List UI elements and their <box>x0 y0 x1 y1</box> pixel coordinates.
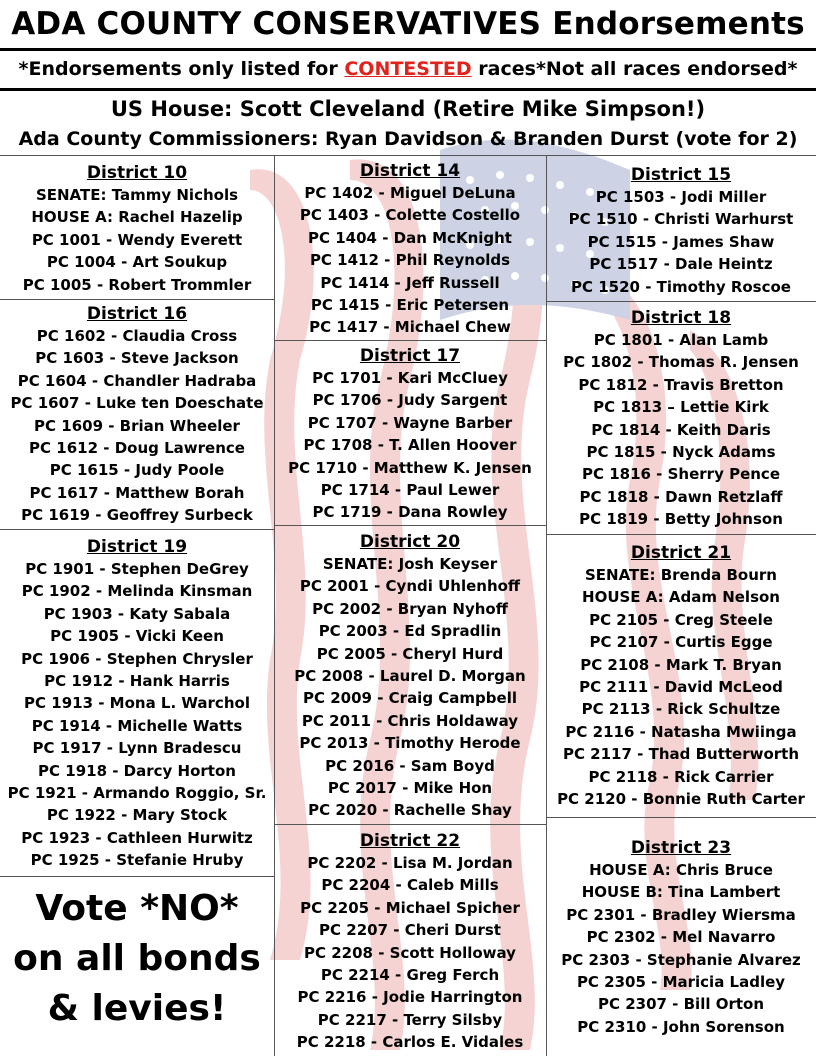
endorsement-row: PC 1905 - Vicki Keen <box>50 627 224 646</box>
endorsement-row: PC 2217 - Terry Silsby <box>317 1010 503 1029</box>
endorsement-row: PC 2008 - Laurel D. Morgan <box>294 667 526 686</box>
endorsement-row: PC 2108 - Mark T. Bryan <box>580 655 782 674</box>
endorsement-row: PC 1917 - Lynn Bradescu <box>32 739 242 758</box>
endorsement-row: PC 1609 - Brian Wheeler <box>34 416 240 435</box>
divider-d20-d22 <box>274 824 546 825</box>
divider-d14-d17 <box>274 340 546 341</box>
endorsement-row: PC 1517 - Dale Heintz <box>589 255 773 274</box>
endorsement-row: PC 1403 - Colette Costello <box>299 206 521 225</box>
endorsement-row: HOUSE A: Chris Bruce <box>589 861 773 879</box>
endorsement-row: PC 2105 - Creg Steele <box>589 610 773 629</box>
commissioners-endorsement: Ada County Commissioners: Ryan Davidson & Branden Durst (vote for 2) <box>18 128 798 150</box>
district-19-block <box>0 536 274 872</box>
note-text-before: *Endorsements only listed for <box>18 58 345 80</box>
endorsement-row: PC 1913 - Mona L. Warchol <box>24 694 250 713</box>
endorsement-row: PC 1818 - Dawn Retzlaff <box>579 487 783 506</box>
endorsement-row: PC 1005 - Robert Trommler <box>22 275 252 294</box>
district-23-block <box>546 837 816 1038</box>
endorsement-row: PC 1901 - Stephen DeGrey <box>25 560 249 578</box>
endorsement-row: PC 1404 - Dan McKnight <box>308 228 512 247</box>
district-16-block <box>0 303 274 527</box>
endorsement-row: PC 1004 - Art Soukup <box>46 253 228 272</box>
endorsement-row: PC 2118 - Rick Carrier <box>588 767 774 786</box>
endorsement-row: PC 2009 - Craig Campbell <box>303 689 517 708</box>
district-heading: District 19 <box>86 537 188 557</box>
vote-line: & levies! <box>47 988 227 1029</box>
endorsement-row: PC 2307 - Bill Orton <box>597 995 765 1014</box>
endorsement-row: PC 1802 - Thomas R. Jensen <box>563 353 799 372</box>
endorsement-row: PC 2017 - Mike Hon <box>327 779 493 798</box>
endorsement-row: HOUSE A: Adam Nelson <box>582 588 780 607</box>
district-heading: District 14 <box>359 161 461 181</box>
grid-top-line <box>0 155 816 156</box>
endorsement-row: PC 2302 - Mel Navarro <box>586 928 776 947</box>
endorsement-note <box>0 58 816 80</box>
endorsement-row: PC 1912 - Hank Harris <box>44 672 230 691</box>
endorsement-row: PC 1602 - Claudia Cross <box>36 327 238 345</box>
endorsement-row: PC 1603 - Steve Jackson <box>35 349 239 368</box>
endorsement-row: PC 1706 - Judy Sargent <box>312 391 508 410</box>
district-15-block <box>546 164 816 298</box>
divider-d10-d16 <box>0 299 274 300</box>
endorsement-row: PC 2116 - Natasha Mwiinga <box>565 722 797 741</box>
district-heading: District 10 <box>86 163 188 183</box>
divider-d21-d23 <box>546 817 816 818</box>
endorsement-row: PC 1615 - Judy Poole <box>49 461 225 480</box>
endorsement-row: PC 2214 - Greg Ferch <box>320 966 500 985</box>
endorsement-row: PC 2303 - Stephanie Alvarez <box>561 950 801 969</box>
endorsement-row: PC 1707 - Wayne Barber <box>307 413 513 432</box>
endorsement-row: SENATE: Tammy Nichols <box>35 186 239 204</box>
endorsement-row: PC 1617 - Matthew Borah <box>29 483 245 502</box>
endorsement-row: PC 2011 - Chris Holdaway <box>301 711 519 730</box>
endorsement-row: PC 1510 - Christi Warhurst <box>568 210 794 229</box>
title-rule <box>0 48 816 51</box>
endorsement-row: PC 1906 - Stephen Chrysler <box>21 649 253 668</box>
endorsement-row: PC 1814 - Keith Daris <box>591 420 771 439</box>
endorsement-row: PC 1515 - James Shaw <box>587 232 775 251</box>
district-heading: District 16 <box>86 304 188 324</box>
divider-d18-d21 <box>546 534 816 535</box>
endorsement-row: PC 1414 - Jeff Russell <box>320 273 500 292</box>
endorsement-row: PC 1415 - Eric Petersen <box>310 296 510 315</box>
endorsement-row: PC 1902 - Melinda Kinsman <box>21 582 253 601</box>
endorsement-row: PC 2005 - Cheryl Hurd <box>316 644 504 663</box>
district-20-block <box>274 531 546 822</box>
endorsement-row: PC 2001 - Cyndi Uhlenhoff <box>299 577 521 596</box>
endorsement-row: SENATE: Brenda Bourn <box>584 566 777 584</box>
endorsement-row: PC 2218 - Carlos E. Vidales <box>296 1033 524 1052</box>
endorsement-row: PC 2301 - Bradley Wiersma <box>566 905 796 924</box>
district-10-block <box>0 162 274 296</box>
district-heading: District 17 <box>359 346 461 366</box>
page-title: ADA COUNTY CONSERVATIVES Endorsements <box>11 6 805 42</box>
endorsement-row: PC 1520 - Timothy Roscoe <box>571 277 791 296</box>
endorsement-row: PC 2202 - Lisa M. Jordan <box>307 854 513 872</box>
vote-no-message <box>0 884 274 1034</box>
divider-d16-d19 <box>0 529 274 530</box>
endorsement-row: PC 2016 - Sam Boyd <box>325 756 495 775</box>
endorsement-row: PC 1918 - Darcy Horton <box>38 761 236 780</box>
district-heading: District 22 <box>359 831 461 851</box>
divider-d19-vote <box>0 876 274 877</box>
endorsement-row: PC 1708 - T. Allen Hoover <box>303 436 517 455</box>
endorsement-row: PC 1710 - Matthew K. Jensen <box>288 458 532 477</box>
endorsement-row: PC 2113 - Rick Schultze <box>581 700 781 719</box>
endorsement-row: PC 1812 - Travis Bretton <box>578 375 784 394</box>
endorsement-row: PC 1923 - Cathleen Hurwitz <box>21 828 253 847</box>
endorsement-row: PC 1412 - Phil Reynolds <box>309 251 511 270</box>
district-heading: District 18 <box>630 308 732 328</box>
endorsement-row: PC 2013 - Timothy Herode <box>299 734 521 753</box>
district-heading: District 20 <box>359 532 461 552</box>
divider-d15-d18 <box>546 301 816 302</box>
vote-line: Vote *NO* <box>35 888 239 929</box>
district-14-block <box>274 160 546 339</box>
district-heading: District 15 <box>630 165 732 185</box>
endorsement-row: PC 2117 - Thad Butterworth <box>562 745 800 764</box>
endorsement-row: PC 2020 - Rachelle Shay <box>308 801 512 820</box>
endorsement-row: PC 2205 - Michael Spicher <box>300 898 520 917</box>
endorsement-row: PC 1001 - Wendy Everett <box>31 230 243 249</box>
endorsement-row: PC 1922 - Mary Stock <box>46 806 228 825</box>
district-21-block <box>546 542 816 810</box>
endorsement-row: PC 1819 - Betty Johnson <box>579 510 783 529</box>
endorsement-row: PC 1925 - Stefanie Hruby <box>30 851 244 870</box>
district-heading: District 21 <box>630 543 732 563</box>
endorsement-row: PC 2208 - Scott Holloway <box>304 943 516 962</box>
endorsement-row: PC 1921 - Armando Roggio, Sr. <box>7 784 267 803</box>
us-house-endorsement: US House: Scott Cleveland (Retire Mike Simpson!) <box>110 97 706 121</box>
endorsement-row: PC 1607 - Luke ten Doeschate <box>10 394 264 413</box>
endorsement-row: PC 1903 - Katy Sabala <box>43 604 231 623</box>
endorsement-row: PC 2204 - Caleb Mills <box>321 876 499 895</box>
divider-d17-d20 <box>274 525 546 526</box>
note-text-after: races*Not all races endorsed* <box>471 58 798 80</box>
note-rule <box>0 88 816 91</box>
endorsement-row: PC 1701 - Kari McCluey <box>312 369 508 387</box>
district-17-block <box>274 345 546 524</box>
endorsement-row: PC 2003 - Ed Spradlin <box>318 622 502 641</box>
district-18-block <box>546 307 816 531</box>
endorsement-row: PC 1714 - Paul Lewer <box>320 481 500 500</box>
endorsement-row: PC 1815 - Nyck Adams <box>586 443 776 462</box>
endorsement-row: PC 2310 - John Sorenson <box>577 1017 785 1036</box>
endorsement-row: PC 1801 - Alan Lamb <box>593 331 769 349</box>
endorsement-row: PC 1402 - Miguel DeLuna <box>304 184 516 202</box>
endorsement-row: PC 1813 – Lettie Kirk <box>593 398 769 417</box>
district-22-block <box>274 830 546 1054</box>
endorsement-row: PC 1604 - Chandler Hadraba <box>17 371 257 390</box>
endorsement-row: PC 1619 - Geoffrey Surbeck <box>21 506 253 525</box>
endorsement-row: PC 1719 - Dana Rowley <box>312 503 508 522</box>
endorsement-row: PC 1503 - Jodi Miller <box>595 188 767 206</box>
endorsement-row: PC 1417 - Michael Chew <box>309 318 511 337</box>
district-heading: District 23 <box>630 838 732 858</box>
endorsement-row: PC 2305 - Maricia Ladley <box>576 973 786 992</box>
endorsement-row: SENATE: Josh Keyser <box>322 555 498 573</box>
endorsement-row: PC 1612 - Doug Lawrence <box>29 439 245 458</box>
endorsement-row: HOUSE A: Rachel Hazelip <box>31 208 243 227</box>
endorsement-row: PC 2002 - Bryan Nyhoff <box>312 599 508 618</box>
endorsement-row: PC 2216 - Jodie Harrington <box>297 988 523 1007</box>
endorsement-row: PC 2207 - Cheri Durst <box>319 921 501 940</box>
vote-line: on all bonds <box>13 938 261 979</box>
endorsement-row: PC 1914 - Michelle Watts <box>31 716 243 735</box>
endorsement-row: PC 2120 - Bonnie Ruth Carter <box>557 790 805 809</box>
endorsement-row: PC 1816 - Sherry Pence <box>581 465 780 484</box>
endorsement-row: PC 2107 - Curtis Egge <box>589 633 773 652</box>
endorsement-row: PC 2111 - David McLeod <box>579 678 783 697</box>
contested-highlight: CONTESTED <box>344 58 472 80</box>
endorsement-row: HOUSE B: Tina Lambert <box>581 883 781 902</box>
